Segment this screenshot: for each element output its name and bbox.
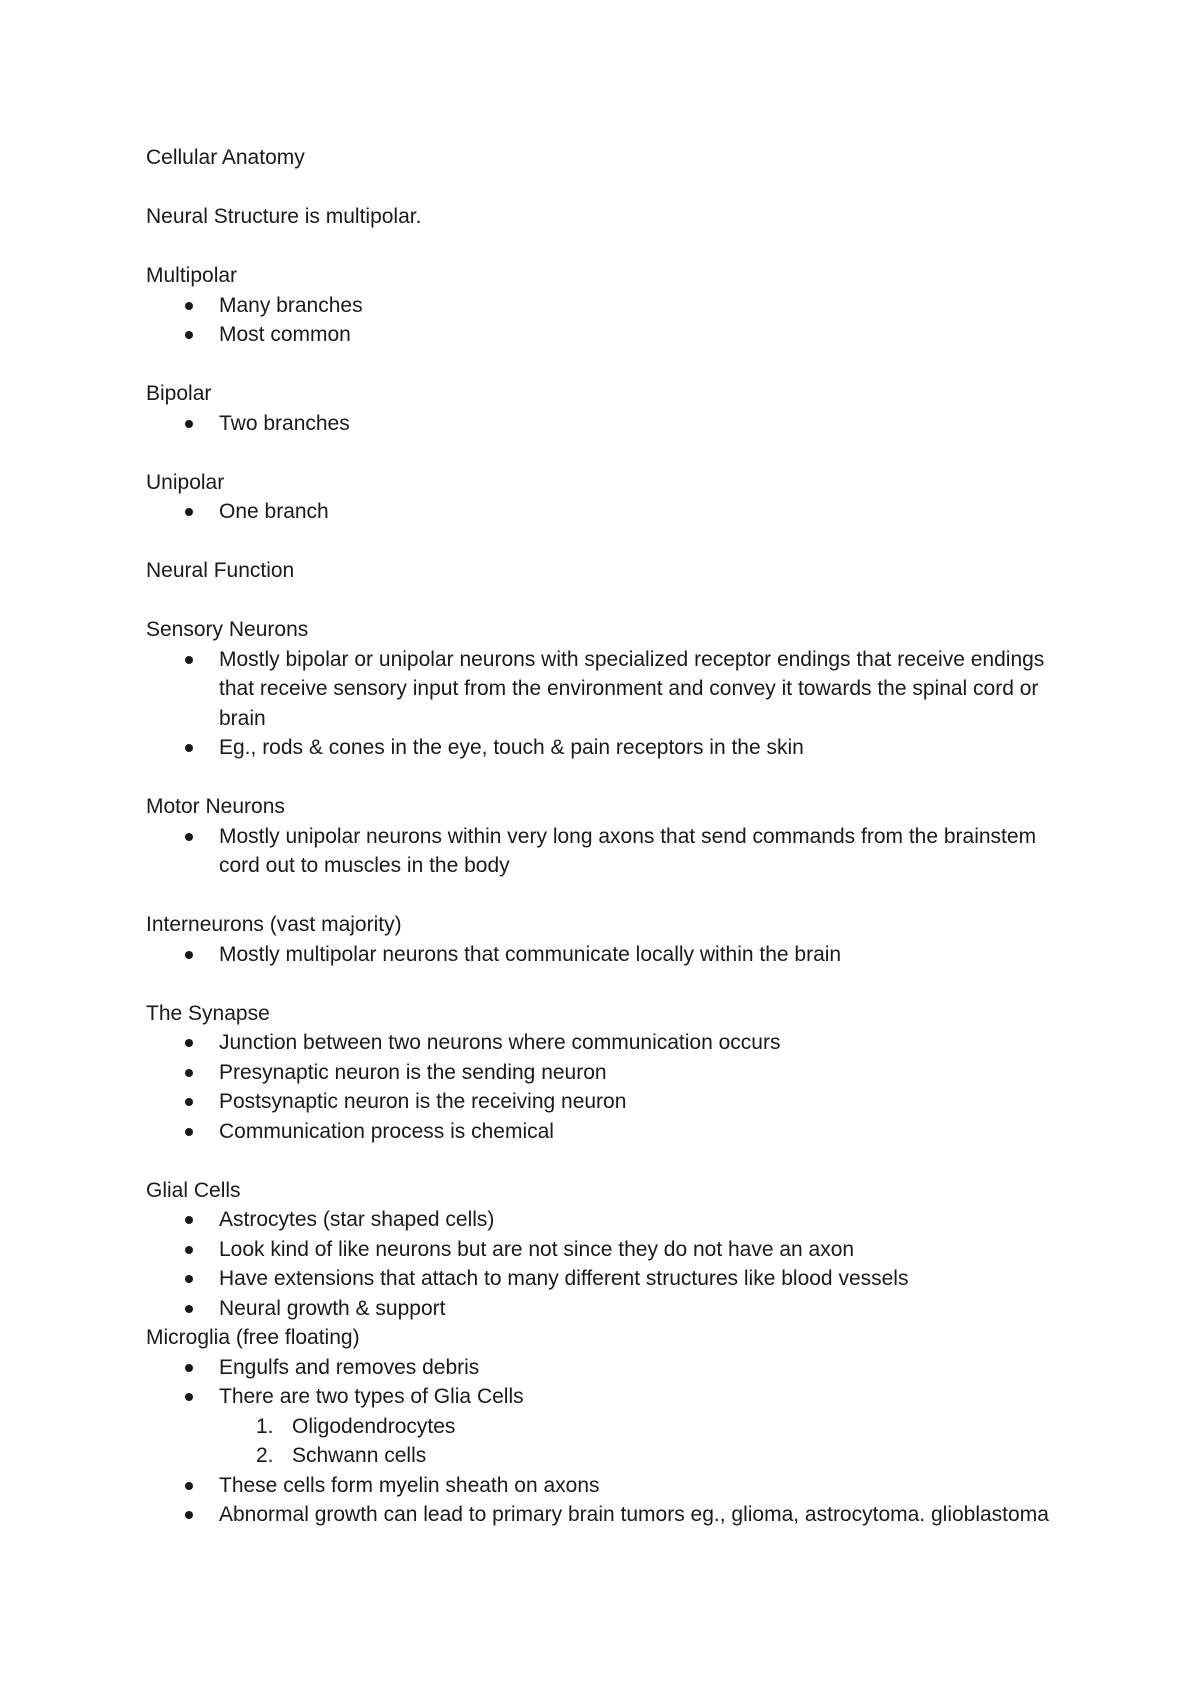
section-heading-multipolar: Multipolar (146, 264, 238, 287)
list-item: These cells form myelin sheath on axons (146, 1471, 1056, 1501)
bullet-icon (185, 1039, 193, 1047)
section-heading-glial-cells: Glial Cells (146, 1178, 241, 1202)
bullet-list-glial (146, 1205, 1056, 1323)
bullet-icon (185, 1275, 193, 1283)
numbered-sublist-glia-types (146, 1412, 1056, 1471)
list-item: Junction between two neurons where communication occurs (146, 1028, 1056, 1058)
bullet-icon (185, 1069, 193, 1077)
section-heading-bipolar: Bipolar (146, 382, 212, 405)
section-heading-synapse: The Synapse (146, 1001, 270, 1025)
bullet-icon (185, 1246, 193, 1254)
spacer (146, 438, 1056, 468)
section-heading-unipolar: Unipolar (146, 470, 225, 494)
spacer (146, 1146, 1056, 1176)
list-item: Engulfs and removes debris (146, 1353, 1056, 1383)
document-title: Cellular Anatomy (146, 146, 305, 169)
document-body (146, 143, 1056, 1530)
item-number: 1. (256, 1414, 274, 1438)
bullet-icon (185, 1216, 193, 1224)
list-item: Abnormal growth can lead to primary brain tumors eg., glioma, astrocytoma. glioblastoma (146, 1500, 1056, 1530)
section-heading-interneurons: Interneurons (vast majority) (146, 913, 402, 936)
bullet-list-motor (146, 822, 1056, 881)
list-item: Have extensions that attach to many different structures like blood vessels (146, 1264, 1056, 1294)
item-number: 2. (256, 1444, 274, 1467)
list-item: Two branches (146, 409, 1056, 439)
bullet-icon (185, 1128, 193, 1136)
list-item: Communication process is chemical (146, 1117, 1056, 1147)
bullet-icon (185, 302, 193, 310)
section-heading-motor-neurons: Motor Neurons (146, 795, 285, 818)
list-item: There are two types of Glia Cells 1. Oligodendrocytes 2. Schwann cells (146, 1382, 1056, 1471)
section-heading-sensory-neurons: Sensory Neurons (146, 618, 309, 641)
spacer (146, 527, 1056, 557)
list-item: Many branches (146, 291, 1056, 321)
bullet-list-unipolar (146, 497, 1056, 527)
spacer (146, 763, 1056, 793)
bullet-icon (185, 1393, 193, 1401)
bullet-icon (185, 833, 193, 841)
bullet-icon (185, 331, 193, 339)
list-item: Most common (146, 320, 1056, 350)
list-item: Mostly unipolar neurons within very long axons that send commands from the brainstem cord out to muscles in the body (146, 822, 1056, 881)
bullet-list-synapse (146, 1028, 1056, 1146)
bullet-icon (185, 1364, 193, 1372)
list-item: Eg., rods & cones in the eye, touch & pain receptors in the skin (146, 733, 1056, 763)
spacer (146, 232, 1056, 262)
spacer (146, 969, 1056, 999)
bullet-list-sensory (146, 645, 1056, 763)
bullet-icon (185, 1305, 193, 1313)
intro-text: Neural Structure is multipolar. (146, 205, 422, 228)
spacer (146, 586, 1056, 616)
bullet-icon (185, 1482, 193, 1490)
spacer (146, 881, 1056, 911)
bullet-icon (185, 1098, 193, 1106)
list-item: Presynaptic neuron is the sending neuron (146, 1058, 1056, 1088)
list-item: Astrocytes (star shaped cells) (146, 1205, 1056, 1235)
section-heading-microglia: Microglia (free floating) (146, 1326, 360, 1349)
spacer (146, 173, 1056, 203)
numbered-item: 1. Oligodendrocytes (146, 1412, 1056, 1442)
list-item: One branch (146, 497, 1056, 527)
bullet-icon (185, 420, 193, 428)
list-item: Look kind of like neurons but are not since they do not have an axon (146, 1235, 1056, 1265)
list-item: Mostly bipolar or unipolar neurons with specialized receptor endings that receive endings that receive sensory input from the environment and convey it towards the spinal cord or brain (146, 645, 1056, 734)
bullet-list-microglia (146, 1353, 1056, 1530)
numbered-item: 2. Schwann cells (146, 1441, 1056, 1471)
list-item: Postsynaptic neuron is the receiving neuron (146, 1087, 1056, 1117)
bullet-icon (185, 744, 193, 752)
bullet-icon (185, 656, 193, 664)
list-item: Neural growth & support (146, 1294, 1056, 1324)
list-item: Mostly multipolar neurons that communicate locally within the brain (146, 940, 1056, 970)
bullet-list-bipolar (146, 409, 1056, 439)
bullet-icon (185, 1511, 193, 1519)
bullet-list-multipolar (146, 291, 1056, 350)
bullet-icon (185, 508, 193, 516)
spacer (146, 350, 1056, 380)
section-heading-neural-function: Neural Function (146, 559, 295, 582)
bullet-list-interneurons (146, 940, 1056, 970)
bullet-icon (185, 951, 193, 959)
